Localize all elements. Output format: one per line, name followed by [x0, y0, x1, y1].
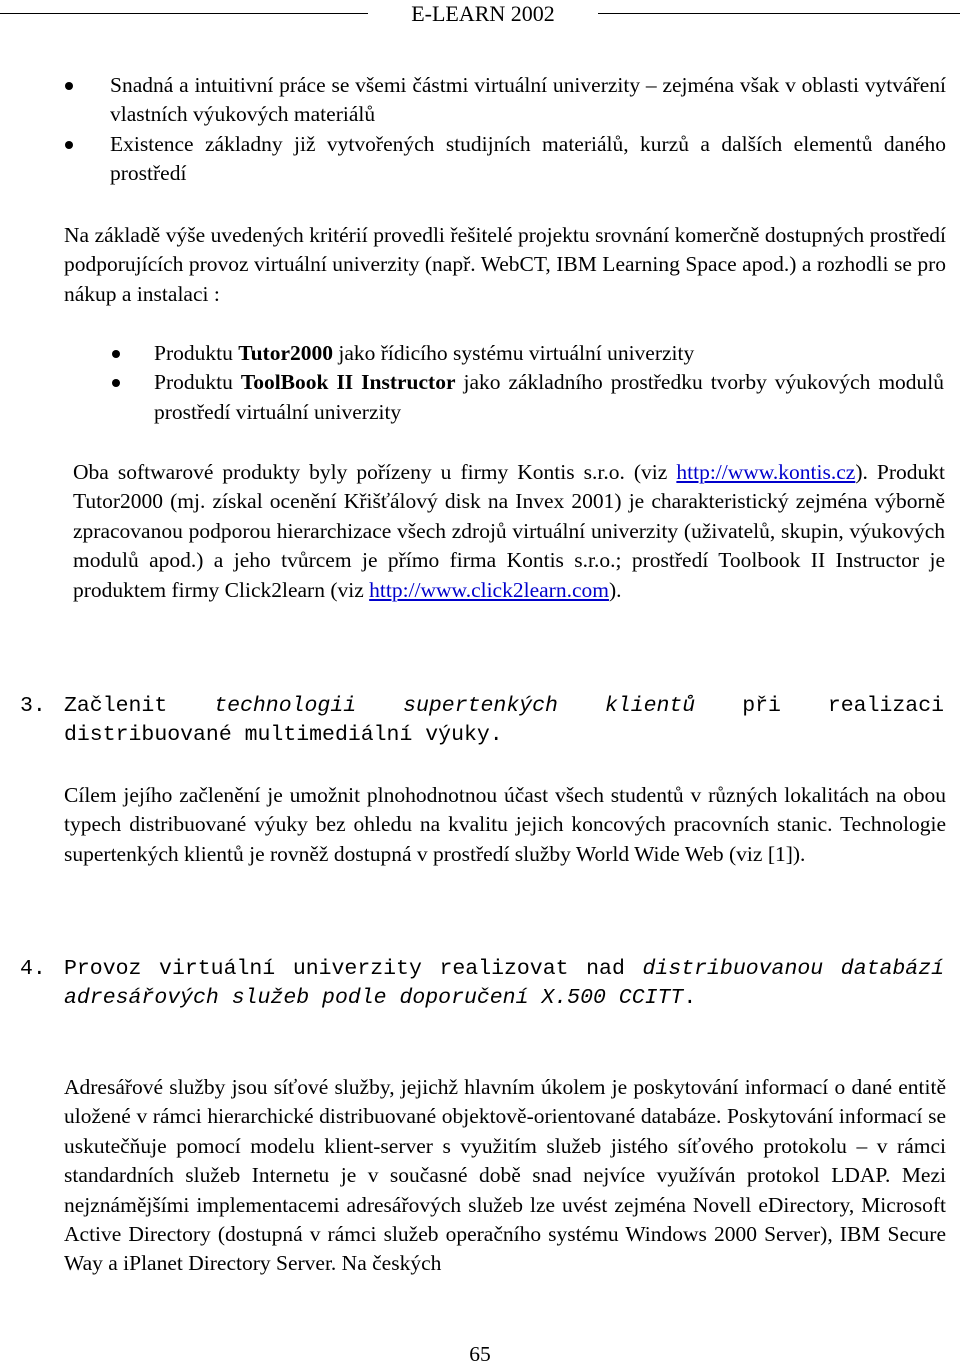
list-item — [110, 71, 946, 130]
bullet-list-products — [154, 339, 944, 427]
link-click2learn[interactable]: http://www.click2learn.com — [369, 577, 609, 602]
page-number: 65 — [469, 1342, 491, 1366]
paragraph-text: ). Produkt Tutor2000 (mj. získal ocenění Křišťálový disk na Invex 2001) je charakteristický zejména výborně zpracovanou podporou hierarchizace všech zdrojů virtuální univerzity (uživatelů, skupin, výukových modulů apod.) a jeho tvůrcem je přímo firma Kontis s.r.o.; prostředí Toolbook II Instructor je produktem firmy Click2learn (viz — [73, 460, 945, 602]
list-item-text: Produktu — [154, 370, 241, 395]
list-item-text: jako základního prostředku tvorby výukových modulů prostředí virtuální univerzity — [154, 370, 945, 424]
list-item — [154, 368, 944, 427]
product-name-tutor2000: Tutor2000 — [238, 341, 333, 365]
heading-italic-text: technologii supertenkých klientů — [214, 694, 696, 718]
paragraph-products — [73, 458, 945, 605]
list-item-text: Snadná a intuitivní práce se všemi částmi virtuální univerzity – zejména však v oblasti vytváření vlastních výukových materiálů — [110, 73, 946, 127]
heading-text: při realizaci distribuované multimediální výuky. — [64, 694, 944, 748]
list-item-text: jako řídicího systému virtuální univerzity — [333, 341, 695, 365]
header-rule-left — [0, 13, 368, 14]
bullet-list-criteria — [110, 71, 946, 189]
header-title: E-LEARN 2002 — [411, 1, 555, 26]
paragraph-thin-clients: Cílem jejího začlenění je umožnit plnohodnotnou účast všech studentů v různých lokalitách na obou typech distribuované výuky bez ohledu na kvalitu jejich koncových pracovních stanic. Technologie supertenkých klientů je rovněž dostupná v prostředí služby World Wide Web (viz [1]). — [64, 783, 946, 866]
list-item-text: Existence základny již vytvořených studijních materiálů, kurzů a dalších elementů daného prostředí — [110, 131, 946, 186]
section-3-number: 3. — [20, 694, 46, 718]
product-name-toolbook: ToolBook II Instructor — [240, 370, 456, 395]
list-item-text: Produktu — [154, 341, 239, 365]
list-item — [154, 339, 944, 368]
page-header — [0, 0, 960, 30]
list-item — [110, 130, 946, 189]
bullet-icon — [65, 82, 73, 90]
paragraph-text: ). — [608, 577, 622, 602]
header-rule-right — [598, 13, 960, 14]
heading-italic-text: distribuovanou databází adresářových služeb podle doporučení X.500 CCITT — [64, 957, 945, 1011]
bullet-icon — [112, 350, 120, 358]
bullet-icon — [112, 379, 120, 387]
link-kontis[interactable]: http://www.kontis.cz — [676, 460, 856, 484]
heading-text: Začlenit — [64, 694, 215, 718]
bullet-icon — [65, 141, 73, 149]
section-4-number: 4. — [20, 957, 46, 981]
paragraph-comparison: Na základě výše uvedených kritérií provedli řešitelé projektu srovnání komerčně dostupných prostředí podporujících provoz virtuální univerzity (např. WebCT, IBM Learning Space apod.) a rozhodli se pro nákup a instalaci : — [64, 223, 946, 306]
paragraph-directory-services: Adresářové služby jsou síťové služby, jejichž hlavním úkolem je poskytování informací o dané entitě uložené v rámci hierarchické distribuované objektově-orientované databáze. Poskytování informací se uskutečňuje pomocí modelu klient-server s využitím služeb jistého síťového protokolu – v rámci standardních služeb Internetu je v současné době snad nejvíce využíván protokol LDAP. Mezi nejznámějšími implementacemi adresářových služeb lze uvést zejména Novell eDirectory, Microsoft Active Directory (dostupná v rámci služeb operačního systému Windows 2000 Server), IBM Secure Way a iPlanet Directory Server. Na českých — [64, 1075, 946, 1276]
section-3-heading — [64, 692, 944, 751]
paragraph-text: Oba softwarové produkty byly pořízeny u firmy Kontis s.r.o. (viz — [73, 460, 677, 484]
section-4-heading — [64, 955, 944, 1014]
heading-text: . — [683, 986, 697, 1011]
heading-text: Provoz virtuální univerzity realizovat nad — [64, 957, 643, 981]
